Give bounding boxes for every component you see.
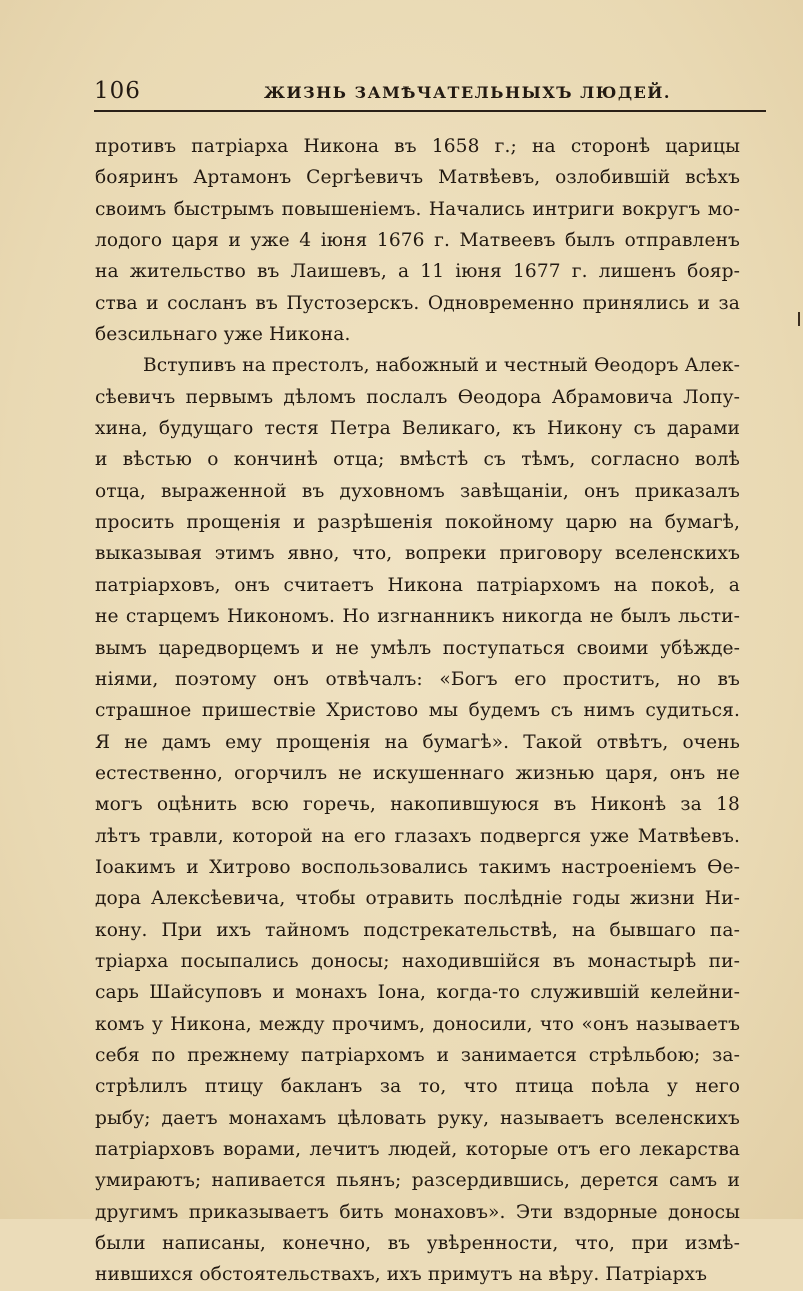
text-line: нившихся обстоятельствахъ, ихъ примутъ на вѣру. Патріархъ: [95, 1264, 708, 1286]
text-line: ства и сосланъ въ Пустозерскъ. Одновременно принялись и за: [95, 292, 740, 314]
running-title: ЖИЗНЬ ЗАМѢЧАТЕЛЬНЫХЪ ЛЮДЕЙ.: [264, 83, 671, 102]
text-line: лѣтъ травли, которой на его глазахъ подвергся уже Матвѣевъ.: [95, 825, 740, 847]
text-line: лодого царя и уже 4 іюня 1676 г. Матвеевъ былъ отправленъ: [95, 230, 740, 252]
text-line: безсильнаго уже Никона.: [95, 324, 351, 346]
page-header: [94, 78, 766, 108]
text-line: сарь Шайсуповъ и монахъ Іона, когда-то служившій келейни-: [95, 982, 740, 1004]
text-line: отца, выраженной въ духовномъ завѣщаніи, онъ приказалъ: [95, 480, 740, 502]
text-line: вымъ царедворцемъ и не умѣлъ поступаться своими убѣжде-: [95, 637, 740, 659]
text-line: просить прощенія и разрѣшенія покойному царю на бумагѣ,: [95, 512, 740, 534]
text-line: Вступивъ на престолъ, набожный и честный Ѳеодоръ Алек-: [143, 355, 740, 377]
text-line: на жительство въ Лаишевъ, а 11 іюня 1677 г. лишенъ бояр-: [95, 261, 740, 283]
text-line: и вѣстью о кончинѣ отца; вмѣстѣ съ тѣмъ, согласно волѣ: [95, 449, 740, 471]
text-line: естественно, огорчилъ не искушеннаго жизнью царя, онъ не: [95, 762, 740, 784]
text-line: тріарха посыпались доносы; находившійся въ монастырѣ пи-: [95, 950, 740, 972]
text-line: Іоакимъ и Хитрово воспользовались такимъ настроеніемъ Ѳе-: [95, 856, 740, 878]
text-line: патріарховъ, онъ считаетъ Никона патріархомъ на покоѣ, а: [95, 574, 740, 596]
text-line: бояринъ Артамонъ Сергѣевичъ Матвѣевъ, озлобившій всѣхъ: [95, 167, 740, 189]
text-line: комъ у Никона, между прочимъ, доносили, что «онъ называетъ: [95, 1013, 740, 1035]
text-line: дора Алексѣевича, чтобы отравить послѣдніе годы жизни Ни-: [95, 888, 740, 910]
header-rule: [94, 110, 766, 112]
text-line: другимъ приказываетъ бить монаховъ». Эти вздорные доносы: [95, 1201, 740, 1223]
text-line: себя по прежнему патріархомъ и занимается стрѣльбою; за-: [95, 1044, 740, 1066]
text-line: были написаны, конечно, въ увѣренности, что, при измѣ-: [95, 1233, 740, 1255]
text-line: стрѣлилъ птицу бакланъ за то, что птица поѣла у него: [95, 1076, 740, 1098]
page-number: 106: [94, 78, 141, 104]
text-line: ніями, поэтому онъ отвѣчалъ: «Богъ его проститъ, но въ: [95, 668, 740, 690]
text-line: не старцемъ Никономъ. Но изгнанникъ никогда не былъ льсти-: [95, 606, 740, 628]
text-line: сѣевичъ первымъ дѣломъ послалъ Ѳеодора Абрамовича Лопу-: [95, 386, 740, 408]
text-line: хина, будущаго тестя Петра Великаго, къ Никону съ дарами: [95, 418, 740, 440]
text-line: противъ патріарха Никона въ 1658 г.; на сторонѣ царицы: [95, 136, 740, 157]
margin-mark: [798, 312, 800, 326]
text-line: патріарховъ ворами, лечитъ людей, которые отъ его лекарства: [95, 1139, 740, 1160]
body-text: [95, 131, 740, 1291]
text-line: выказывая этимъ явно, что, вопреки приговору вселенскихъ: [95, 543, 740, 565]
text-line: рыбу; даетъ монахамъ цѣловать руку, называетъ вселенскихъ: [95, 1107, 740, 1129]
text-line: кону. При ихъ тайномъ подстрекательствѣ, на бывшаго па-: [95, 919, 740, 941]
text-line: Я не дамъ ему прощенія на бумагѣ». Такой отвѣтъ, очень: [95, 731, 740, 753]
text-line: умираютъ; напивается пьянъ; разсердившись, дерется самъ и: [95, 1170, 740, 1192]
text-line: страшное пришествіе Христово мы будемъ съ нимъ судиться.: [95, 700, 740, 722]
text-line: могъ оцѣнить всю горечь, накопившуюся въ Никонѣ за 18: [95, 794, 740, 816]
text-line: своимъ быстрымъ повышеніемъ. Начались интриги вокругъ мо-: [95, 198, 740, 220]
